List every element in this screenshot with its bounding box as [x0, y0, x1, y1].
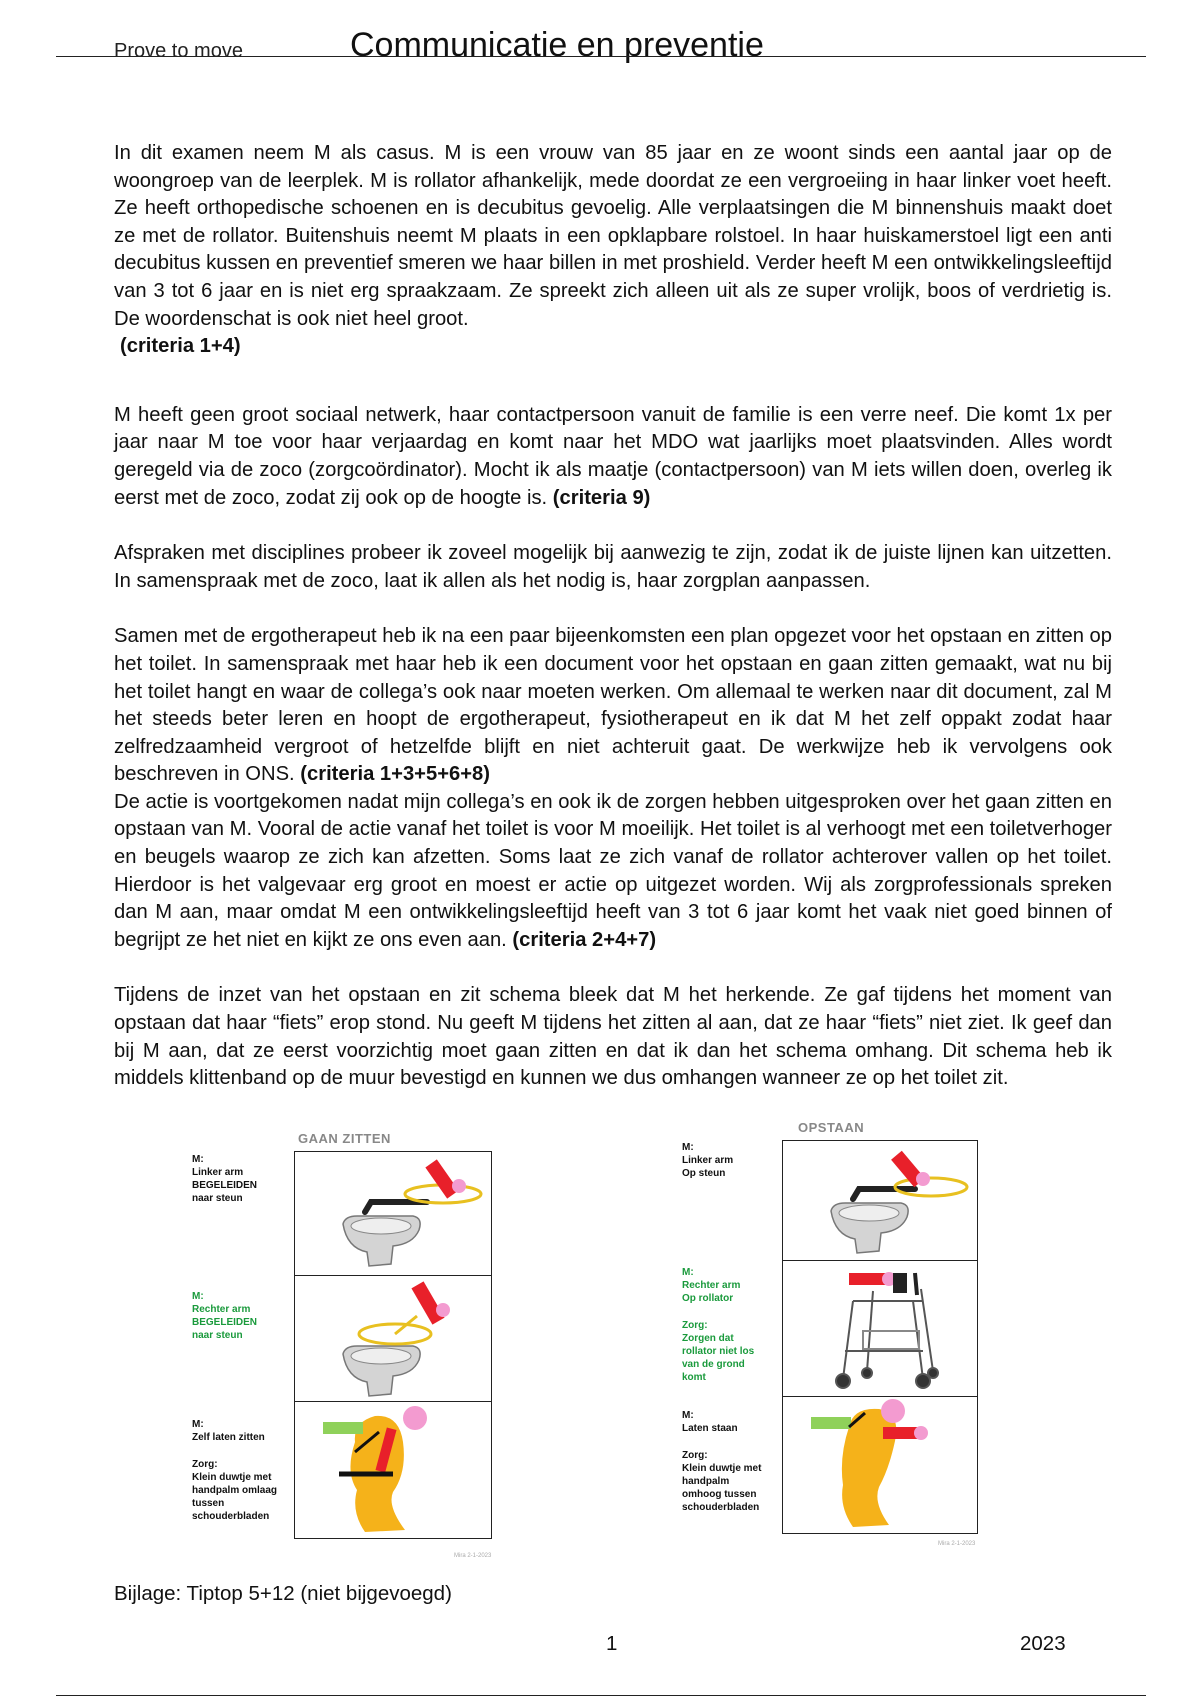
paragraph-5-text: De actie is voortgekomen nadat mijn collega’s en ook ik de zorgen hebben uitgesproken over het gaan zitten en opstaan van M. Vooral de actie vanaf het toilet is voor M moeilijk. Het toilet is al verhoogt met een toiletverhoger en beugels waarop ze zich kan afzetten. Soms laat ze zich vanaf de rollator achterover vallen op het toilet. Hierdoor is het valgevaar erg groot en moest er actie op uitgezet worden. Wij als zorgprofessionals spreken dan M aan, maar omdat M een ontwikkelingsleeftijd heeft van 3 tot 6 jaar komt het vaak niet goed binnen of begrijpt ze het niet en kijkt ze ons even aan.	[114, 790, 1112, 951]
step-2-picture	[782, 1260, 978, 1398]
figure-credit: Mira 2-1-2023	[938, 1541, 976, 1547]
arm-icon	[849, 1273, 887, 1285]
step-2-picture	[294, 1275, 492, 1403]
figure-opstaan	[676, 1116, 996, 1556]
hand-icon	[916, 1172, 930, 1186]
rollator-icon	[836, 1273, 938, 1388]
paragraph-2	[114, 402, 1112, 512]
step-1-label: M: Linker arm Op steun	[682, 1142, 734, 1179]
header-divider	[56, 56, 1146, 57]
figure-credit: Mira 2-1-2023	[454, 1553, 492, 1559]
hand-icon	[452, 1179, 466, 1193]
criteria-1-4: (criteria 1+4)	[120, 335, 241, 358]
figure-title: OPSTAAN	[798, 1120, 865, 1135]
head-icon	[881, 1399, 905, 1423]
paragraph-4	[114, 623, 1112, 789]
criteria-1-3-5-6-8: (criteria 1+3+5+6+8)	[300, 763, 490, 786]
header-left-text: Prove to move	[114, 40, 243, 62]
helper-hand-icon	[323, 1422, 363, 1434]
footer-divider	[56, 1695, 1146, 1696]
paragraph-6: Tijdens de inzet van het opstaan en zit schema bleek dat M het herkende. Ze gaf tijdens het moment van opstaan dat haar “fiets” erop stond. Nu geeft M tijdens het zitten al aan, dat ze haar “fiets” niet ziet. Ik geef dan bij M aan, dat ze eerst voorzichtig moet gaan zitten en dat ik dan het schema omhang. Dit schema heb ik middels klittenband op de muur bevestigd en kunnen we dus omhangen wanneer ze op het toilet zit.	[114, 984, 1112, 1090]
hand-icon	[436, 1303, 450, 1317]
step-1-picture	[782, 1140, 978, 1262]
footer-year: 2023	[1020, 1632, 1066, 1655]
step-3-picture	[782, 1396, 978, 1534]
figure-title: GAAN ZITTEN	[298, 1131, 391, 1146]
toilet-icon	[343, 1216, 420, 1266]
hand-icon	[914, 1426, 928, 1440]
document-body	[114, 140, 1112, 1093]
arm-icon	[425, 1159, 458, 1198]
step-3-label-m: M: Laten staan	[682, 1410, 738, 1434]
step-3-label-zorg: Zorg: Klein duwtje met handpalm omlaag tussen schouderbladen	[192, 1459, 278, 1522]
toilet-icon	[343, 1346, 420, 1396]
paragraph-2-text: M heeft geen groot sociaal netwerk, haar contactpersoon vanuit de familie is een verre neef. Die komt 1x per jaar naar M toe voor haar verjaardag en komt naar het MDO wat jaarlijks moet plaatsvinden. Alles wordt geregeld via de zoco (zorgcoördinator). Mocht ik als maatje (contactpersoon) van M iets willen doen, overleg ik eerst met de zoco, zodat zij ook op de hoogte is.	[114, 403, 1112, 509]
criteria-9: (criteria 9)	[552, 486, 651, 509]
figure-gaan-zitten	[186, 1125, 506, 1565]
step-1-picture	[294, 1151, 492, 1277]
criteria-2-4-7: (criteria 2+4+7)	[512, 928, 657, 951]
paragraph-5	[114, 789, 1112, 955]
paragraph-3: Afspraken met disciplines probeer ik zoveel mogelijk bij aanwezig te zijn, zodat ik de juiste lijnen kan uitzetten. In samenspraak met de zoco, laat ik allen als het nodig is, haar zorgplan aanpassen.	[114, 542, 1112, 592]
grab-bar-icon	[365, 1202, 427, 1212]
step-2-label-m: M: Rechter arm Op rollator	[682, 1267, 741, 1304]
page-title: Communicatie en preventie	[350, 26, 764, 64]
step-1-label: M: Linker arm BEGELEIDEN naar steun	[192, 1154, 258, 1204]
step-2-label: M: Rechter arm BEGELEIDEN naar steun	[192, 1291, 258, 1341]
handle-icon	[893, 1273, 907, 1293]
arm-icon	[883, 1427, 919, 1439]
toilet-icon	[831, 1203, 908, 1253]
page-number: 1	[606, 1632, 618, 1655]
paragraph-4-text: Samen met de ergotherapeut heb ik na een paar bijeenkomsten een plan opgezet voor het opstaan en zitten op het toilet. In samenspraak met haar heb ik een document voor het opstaan en gaan zitten gemaakt, wat nu bij het toilet hangt en waar de collega’s ook naar moeten werken. Om allemaal te werken naar dit document, zal M het steeds beter leren en hoopt de ergotherapeut, fysiotherapeut en ik dat M het zelf oppakt zodat haar zelfredzaamheid vergroot of hetzelfde blijft en niet achteruit gaat. De werkwijze heb ik vervolgens ook beschreven in ONS.	[114, 625, 1112, 786]
step-2-label-zorg: Zorg: Zorgen dat rollator niet los van de grond komt	[682, 1320, 755, 1383]
step-3-label-m: M: Zelf laten zitten	[192, 1419, 265, 1443]
paragraph-1-text: In dit examen neem M als casus. M is een vrouw van 85 jaar en ze woont sinds een aantal jaar op de woongroep van de leerplek. M is rollator afhankelijk, mede doordat ze een vergroeiing in haar linker voet heeft. Ze heeft orthopedische schoenen en is decubitus gevoelig. Alle verplaatsingen die M binnenshuis maakt doet ze met de rollator. Buitenshuis neemt M plaats in een opklapbare rolstoel. In haar huiskamerstoel ligt een anti decubitus kussen en preventief smeren we haar billen in met proshield. Verder heeft M een ontwikkelingsleeftijd van 3 tot 6 jaar en is niet erg spraakzaam. Ze spreekt zich alleen uit als ze super vrolijk, boos of verdrietig is. De woordenschat is ook niet heel groot.	[114, 142, 1112, 330]
attachment-note: Bijlage: Tiptop 5+12 (niet bijgevoegd)	[114, 1582, 452, 1605]
paragraph-1	[114, 140, 1112, 361]
head-icon	[403, 1406, 427, 1430]
step-3-label-zorg: Zorg: Klein duwtje met handpalm omhoog tussen schouderbladen	[682, 1450, 762, 1513]
helper-hand-icon	[811, 1417, 851, 1429]
step-3-picture	[294, 1401, 492, 1539]
